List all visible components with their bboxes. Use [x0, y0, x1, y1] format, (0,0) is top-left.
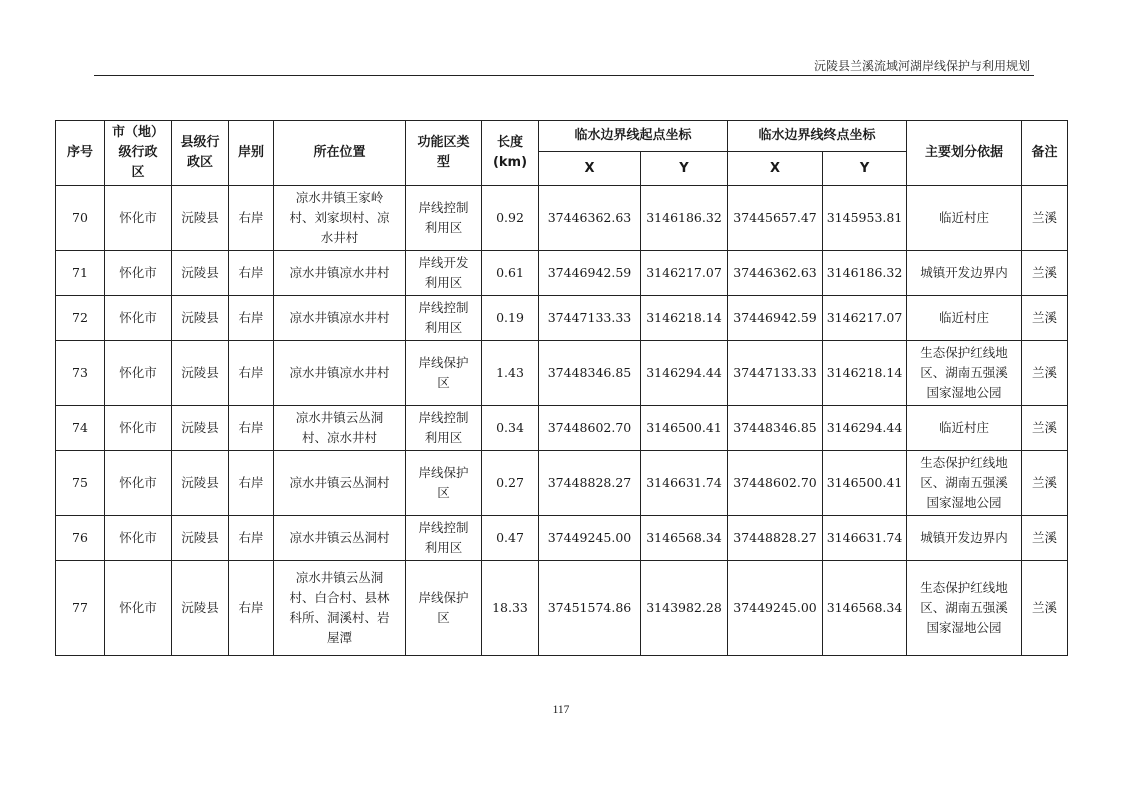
cell-bank: 右岸 — [229, 296, 274, 341]
cell-basis: 临近村庄 — [907, 406, 1022, 451]
cell-end-x: 37447133.33 — [728, 341, 823, 406]
cell-seq: 72 — [56, 296, 105, 341]
cell-start-y: 3146568.34 — [641, 516, 728, 561]
cell-length: 0.34 — [482, 406, 539, 451]
header-seq: 序号 — [56, 121, 105, 186]
cell-note: 兰溪 — [1022, 251, 1068, 296]
cell-city: 怀化市 — [105, 341, 172, 406]
cell-end-x: 37448602.70 — [728, 451, 823, 516]
cell-note: 兰溪 — [1022, 516, 1068, 561]
cell-location: 凉水井镇王家岭 村、刘家坝村、凉 水井村 — [274, 186, 406, 251]
cell-start-y: 3146294.44 — [641, 341, 728, 406]
cell-end-y: 3146500.41 — [823, 451, 907, 516]
shoreline-table — [55, 120, 1068, 656]
cell-location: 凉水井镇云丛洞村 — [274, 516, 406, 561]
cell-county: 沅陵县 — [172, 341, 229, 406]
table-row — [56, 516, 1068, 561]
cell-basis: 生态保护红线地 区、湖南五强溪 国家湿地公园 — [907, 341, 1022, 406]
cell-city: 怀化市 — [105, 406, 172, 451]
cell-city: 怀化市 — [105, 186, 172, 251]
cell-seq: 77 — [56, 561, 105, 656]
cell-location: 凉水井镇凉水井村 — [274, 296, 406, 341]
header-county: 县级行 政区 — [172, 121, 229, 186]
cell-seq: 76 — [56, 516, 105, 561]
cell-note: 兰溪 — [1022, 561, 1068, 656]
cell-end-y: 3146568.34 — [823, 561, 907, 656]
header-bank: 岸别 — [229, 121, 274, 186]
cell-bank: 右岸 — [229, 561, 274, 656]
table-row — [56, 251, 1068, 296]
table-row — [56, 451, 1068, 516]
cell-note: 兰溪 — [1022, 341, 1068, 406]
cell-note: 兰溪 — [1022, 186, 1068, 251]
cell-start-y: 3146218.14 — [641, 296, 728, 341]
cell-note: 兰溪 — [1022, 406, 1068, 451]
cell-county: 沅陵县 — [172, 406, 229, 451]
cell-zone-type: 岸线控制 利用区 — [406, 406, 482, 451]
table-row — [56, 186, 1068, 251]
cell-length: 0.19 — [482, 296, 539, 341]
cell-zone-type: 岸线保护 区 — [406, 341, 482, 406]
cell-length: 0.47 — [482, 516, 539, 561]
header-location: 所在位置 — [274, 121, 406, 186]
cell-basis: 城镇开发边界内 — [907, 251, 1022, 296]
header-end-coords: 临水边界线终点坐标 — [728, 121, 907, 152]
header-start-x: X — [539, 152, 641, 186]
cell-seq: 71 — [56, 251, 105, 296]
cell-city: 怀化市 — [105, 516, 172, 561]
header-length: 长度 (km) — [482, 121, 539, 186]
cell-seq: 73 — [56, 341, 105, 406]
cell-start-y: 3146500.41 — [641, 406, 728, 451]
cell-zone-type: 岸线保护 区 — [406, 561, 482, 656]
cell-start-x: 37447133.33 — [539, 296, 641, 341]
cell-length: 1.43 — [482, 341, 539, 406]
cell-end-y: 3145953.81 — [823, 186, 907, 251]
header-start-coords: 临水边界线起点坐标 — [539, 121, 728, 152]
cell-length: 18.33 — [482, 561, 539, 656]
cell-end-x: 37446362.63 — [728, 251, 823, 296]
cell-county: 沅陵县 — [172, 516, 229, 561]
cell-length: 0.61 — [482, 251, 539, 296]
cell-city: 怀化市 — [105, 251, 172, 296]
table-row — [56, 561, 1068, 656]
cell-bank: 右岸 — [229, 341, 274, 406]
cell-location: 凉水井镇云丛洞 村、白合村、县林 科所、洞溪村、岩 屋潭 — [274, 561, 406, 656]
header-basis: 主要划分依据 — [907, 121, 1022, 186]
cell-zone-type: 岸线控制 利用区 — [406, 516, 482, 561]
cell-end-y: 3146294.44 — [823, 406, 907, 451]
header-divider — [94, 75, 1034, 76]
cell-basis: 生态保护红线地 区、湖南五强溪 国家湿地公园 — [907, 561, 1022, 656]
cell-end-x: 37448828.27 — [728, 516, 823, 561]
header-city: 市（地） 级行政 区 — [105, 121, 172, 186]
cell-seq: 70 — [56, 186, 105, 251]
cell-county: 沅陵县 — [172, 296, 229, 341]
cell-end-x: 37445657.47 — [728, 186, 823, 251]
cell-start-x: 37448346.85 — [539, 341, 641, 406]
cell-location: 凉水井镇云丛洞村 — [274, 451, 406, 516]
cell-end-y: 3146631.74 — [823, 516, 907, 561]
table-row — [56, 296, 1068, 341]
cell-end-y: 3146186.32 — [823, 251, 907, 296]
cell-end-y: 3146218.14 — [823, 341, 907, 406]
header-zone-type: 功能区类 型 — [406, 121, 482, 186]
header-start-y: Y — [641, 152, 728, 186]
cell-city: 怀化市 — [105, 296, 172, 341]
cell-end-y: 3146217.07 — [823, 296, 907, 341]
cell-zone-type: 岸线控制 利用区 — [406, 296, 482, 341]
cell-start-x: 37448602.70 — [539, 406, 641, 451]
cell-location: 凉水井镇凉水井村 — [274, 341, 406, 406]
cell-basis: 临近村庄 — [907, 296, 1022, 341]
cell-bank: 右岸 — [229, 516, 274, 561]
cell-zone-type: 岸线控制 利用区 — [406, 186, 482, 251]
header-end-y: Y — [823, 152, 907, 186]
cell-basis: 临近村庄 — [907, 186, 1022, 251]
cell-zone-type: 岸线开发 利用区 — [406, 251, 482, 296]
table-row — [56, 341, 1068, 406]
cell-start-y: 3143982.28 — [641, 561, 728, 656]
cell-bank: 右岸 — [229, 186, 274, 251]
cell-start-y: 3146217.07 — [641, 251, 728, 296]
cell-note: 兰溪 — [1022, 296, 1068, 341]
cell-length: 0.92 — [482, 186, 539, 251]
cell-zone-type: 岸线保护 区 — [406, 451, 482, 516]
cell-seq: 74 — [56, 406, 105, 451]
cell-location: 凉水井镇云丛洞 村、凉水井村 — [274, 406, 406, 451]
cell-start-y: 3146186.32 — [641, 186, 728, 251]
header-end-x: X — [728, 152, 823, 186]
header-note: 备注 — [1022, 121, 1068, 186]
table-row — [56, 406, 1068, 451]
cell-location: 凉水井镇凉水井村 — [274, 251, 406, 296]
cell-city: 怀化市 — [105, 561, 172, 656]
cell-city: 怀化市 — [105, 451, 172, 516]
cell-start-x: 37449245.00 — [539, 516, 641, 561]
cell-start-x: 37446362.63 — [539, 186, 641, 251]
cell-length: 0.27 — [482, 451, 539, 516]
cell-end-x: 37446942.59 — [728, 296, 823, 341]
page-number: 117 — [552, 704, 570, 716]
cell-start-x: 37448828.27 — [539, 451, 641, 516]
cell-start-x: 37446942.59 — [539, 251, 641, 296]
cell-basis: 城镇开发边界内 — [907, 516, 1022, 561]
cell-start-x: 37451574.86 — [539, 561, 641, 656]
cell-bank: 右岸 — [229, 406, 274, 451]
document-header-title: 沅陵县兰溪流域河湖岸线保护与利用规划 — [813, 59, 1030, 73]
cell-bank: 右岸 — [229, 451, 274, 516]
cell-seq: 75 — [56, 451, 105, 516]
cell-county: 沅陵县 — [172, 561, 229, 656]
cell-end-x: 37449245.00 — [728, 561, 823, 656]
cell-end-x: 37448346.85 — [728, 406, 823, 451]
cell-county: 沅陵县 — [172, 451, 229, 516]
cell-basis: 生态保护红线地 区、湖南五强溪 国家湿地公园 — [907, 451, 1022, 516]
cell-start-y: 3146631.74 — [641, 451, 728, 516]
cell-county: 沅陵县 — [172, 186, 229, 251]
cell-bank: 右岸 — [229, 251, 274, 296]
cell-note: 兰溪 — [1022, 451, 1068, 516]
cell-county: 沅陵县 — [172, 251, 229, 296]
